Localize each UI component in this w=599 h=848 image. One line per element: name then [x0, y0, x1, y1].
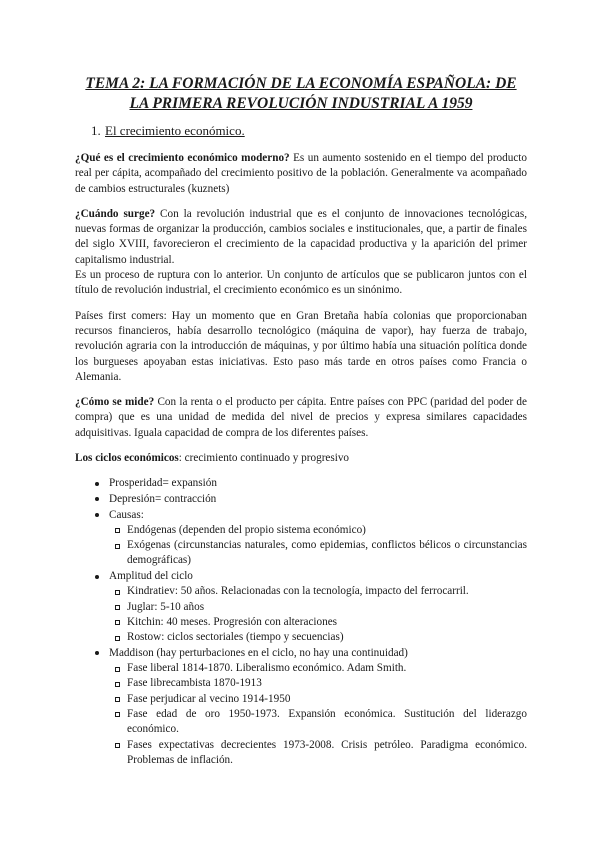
sub-list: [109, 661, 527, 768]
paragraph-text: Es un aumento sostenido en el tiempo del producto real per cápita, acompañado del crecimiento positivo de la población. Generalmente va acompañado de cambios estructurales (kuznets): [75, 152, 527, 195]
sub-list-item: Fase liberal 1814-1870. Liberalismo económico. Adam Smith.: [115, 661, 527, 676]
question-label: ¿Cómo se mide?: [75, 396, 155, 409]
title-line-2: LA PRIMERA REVOLUCIÓN INDUSTRIAL A 1959: [129, 95, 473, 112]
list-item-label: Amplitud del ciclo: [109, 570, 193, 583]
sub-list: [109, 584, 527, 645]
sub-list-item: Juglar: 5-10 años: [115, 600, 527, 615]
cycles-list: [75, 476, 527, 768]
sub-list-item: Rostow: ciclos sectoriales (tiempo y secuencias): [115, 630, 527, 645]
paragraph-origin-cont: Es un proceso de ruptura con lo anterior. Un conjunto de artículos que se publicaron juntos con el título de revolución industrial, el crecimiento económico es un sinónimo.: [75, 269, 527, 297]
paragraph-measure: [75, 395, 527, 441]
list-item-label: Maddison (hay perturbaciones en el ciclo, no hay una continuidad): [109, 646, 408, 659]
list-item: Prosperidad= expansión: [95, 476, 527, 491]
list-item: [95, 569, 527, 645]
paragraph-first-comers: Países first comers: Hay un momento que en Gran Bretaña había colonias que proporcionaban recursos financieros, había desarrollo tecnológico (máquina de vapor), hay fuerza de trabajo, revolución agraria con la introducción de máquinas, y por último había una situación política donde los burgueses apoyaban estas iniciativas. Esto paso más tarde en otros países como Francia o Alemania.: [75, 309, 527, 383]
sub-list-item: Fase librecambista 1870-1913: [115, 676, 527, 691]
sub-list-item: Kitchin: 40 meses. Progresión con alteraciones: [115, 615, 527, 630]
cycles-label: Los ciclos económicos: [75, 452, 179, 465]
title-line-1: TEMA 2: LA FORMACIÓN DE LA ECONOMÍA ESPAÑOLA: DE: [85, 75, 517, 92]
list-item-label: Causas:: [109, 508, 144, 521]
question-label: ¿Qué es el crecimiento económico moderno?: [75, 152, 290, 164]
document-title: [75, 74, 527, 114]
section-number: 1.: [91, 123, 101, 138]
paragraph-text: Con la revolución industrial que es el conjunto de innovaciones tecnológicas, nuevas formas de organizar la producción, cambios sociales e institucionales, que, a partir de finales del siglo XVIII, favorecieron el crecimiento de la capacidad productiva y la aparición del primer capitalismo industrial.: [75, 207, 527, 266]
section-title: El crecimiento económico.: [105, 123, 245, 138]
sub-list-item: Fase edad de oro 1950-1973. Expansión económica. Sustitución del liderazgo económico.: [115, 707, 527, 738]
paragraph-text: : crecimiento continuado y progresivo: [178, 452, 350, 465]
list-item: [95, 508, 527, 569]
sub-list: [109, 523, 527, 569]
question-label: ¿Cuándo surge?: [75, 207, 156, 220]
sub-list-item: Exógenas (circunstancias naturales, como epidemias, conflictos bélicos o circunstancias demográficas): [115, 538, 527, 569]
list-item: [95, 646, 527, 768]
sub-list-item: Fase perjudicar al vecino 1914-1950: [115, 692, 527, 707]
sub-list-item: Endógenas (dependen del propio sistema económico): [115, 523, 527, 538]
paragraph-origin: [75, 207, 527, 268]
section-heading: [75, 123, 527, 139]
paragraph-cycles: [75, 451, 527, 466]
paragraph-text: Con la renta o el producto per cápita. Entre países con PPC (paridad del poder de compra) que es una unidad de medida del nivel de precios y expresa similares capacidades adquisitivas. Iguala capacidad de compra de los diferentes países.: [75, 396, 527, 439]
sub-list-item: Kindratiev: 50 años. Relacionadas con la tecnología, impacto del ferrocarril.: [115, 584, 527, 599]
document-page: [75, 74, 527, 768]
list-item: Depresión= contracción: [95, 492, 527, 507]
sub-list-item: Fases expectativas decrecientes 1973-2008. Crisis petróleo. Paradigma económico. Problemas de inflación.: [115, 738, 527, 769]
paragraph-definition: [75, 151, 527, 197]
